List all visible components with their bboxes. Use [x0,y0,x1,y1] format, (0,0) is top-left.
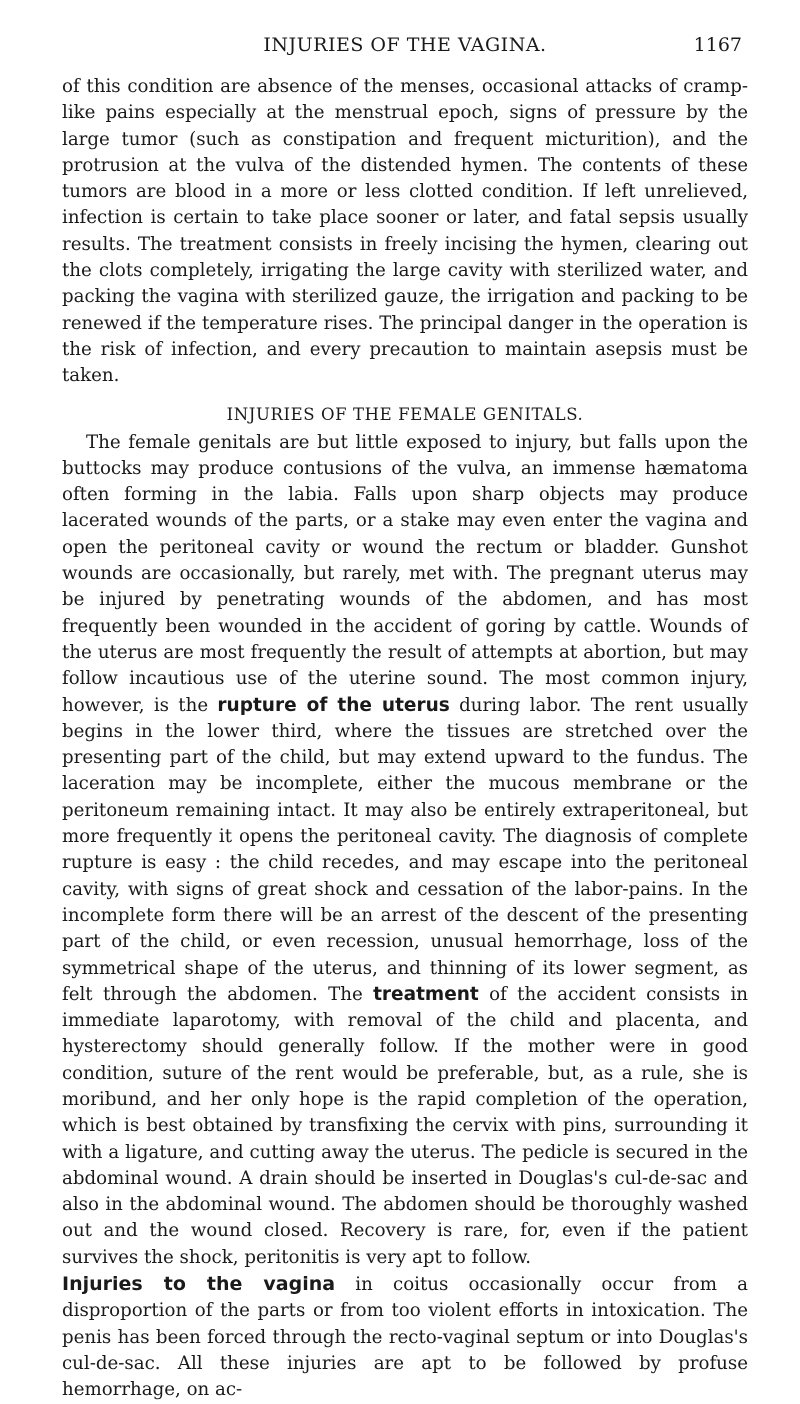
body-text [62,74,748,1404]
paragraph-vagina-injuries [62,1271,748,1403]
paragraph-text: of the accident consists in immediate laparotomy, with removal of the child and placenta, and hysterectomy should generally follow. If the mother were in good condition, suture of the rent would be preferable, but, as a rule, she is moribund, and her only hope is the rapid completion of the operation, which is best obtained by transfixing the cervix with pins, surrounding it with a ligature, and cutting away the uterus. The pedicle is secured in the abdominal wound. A drain should be inserted in Douglas's cul-de-sac and also in the abdominal wound. The abdomen should be thoroughly washed out and the wound closed. Recovery is rare, for, even if the patient survives the shock, peritonitis is very apt to follow. [62,983,748,1268]
paragraph-female-genitals [62,430,748,1272]
paragraph-text: during labor. The rent usually begins in the lower third, where the tissues are stretched over the presenting part of the child, but may extend upward to the fundus. The laceration may be incomplete, either the mucous membrane or the peritoneum remaining intact. It may also be entirely extraperitoneal, but more frequently it opens the peritoneal cavity. The diagnosis of complete rupture is easy : the child recedes, and may escape into the peritoneal cavity, with signs of great shock and cessation of the labor-pains. In the incomplete form there will be an arrest of the descent of the presenting part of the child, or even recession, unusual hemorrhage, loss of the symmetrical shape of the uterus, and thinning of its lower segment, as felt through the abdomen. The [62,694,748,1005]
bold-term-treatment: treatment [373,983,479,1005]
running-title: INJURIES OF THE VAGINA. [263,34,547,56]
paragraph-continuation: of this condition are absence of the menses, occasional attacks of cramp-like pains especially at the menstrual epoch, signs of pressure by the large tumor (such as constipation and frequent micturition), and the protrusion at the vulva of the distended hymen. The contents of these tumors are blood in a more or less clotted condition. If left unrelieved, infection is certain to take place sooner or later, and fatal sepsis usually results. The treatment consists in freely incising the hymen, clearing out the clots completely, irrigating the large cavity with sterilized water, and packing the vagina with sterilized gauze, the irrigation and packing to be renewed if the temperature rises. The principal danger in the operation is the risk of infection, and every precaution to maintain asepsis must be taken. [62,76,748,387]
running-head [62,34,748,74]
section-heading: INJURIES OF THE FEMALE GENITALS. [226,404,584,424]
bold-lead-injuries-to-vagina: Injuries to the vagina [62,1273,336,1296]
paragraph-text: The female genitals are but little exposed to injury, but falls upon the buttocks may produce contusions of the vulva, an immense hæmatoma often forming in the labia. Falls upon sharp objects may produce lacerated wounds of the parts, or a stake may even enter the vagina and open the peritoneal cavity or wound the rectum or bladder. Gunshot wounds are occasionally, but rarely, met with. The pregnant uterus may be injured by penetrating wounds of the abdomen, and has most frequently been wounded in the accident of goring by cattle. Wounds of the uterus are most frequently the result of attempts at abortion, but may follow incautious use of the uterine sound. The most common injury, however, is the [62,431,748,716]
bold-term-rupture-of-uterus: rupture of the uterus [217,694,450,716]
paragraph-text: in coitus occasionally occur from a disproportion of the parts or from too violent efforts in intoxication. The penis has been forced through the recto-vaginal septum or into Douglas's cul-de-sac. All these injuries are apt to be followed by profuse hemorrhage, on ac- [62,1274,749,1401]
page-number: 1167 [693,34,742,56]
